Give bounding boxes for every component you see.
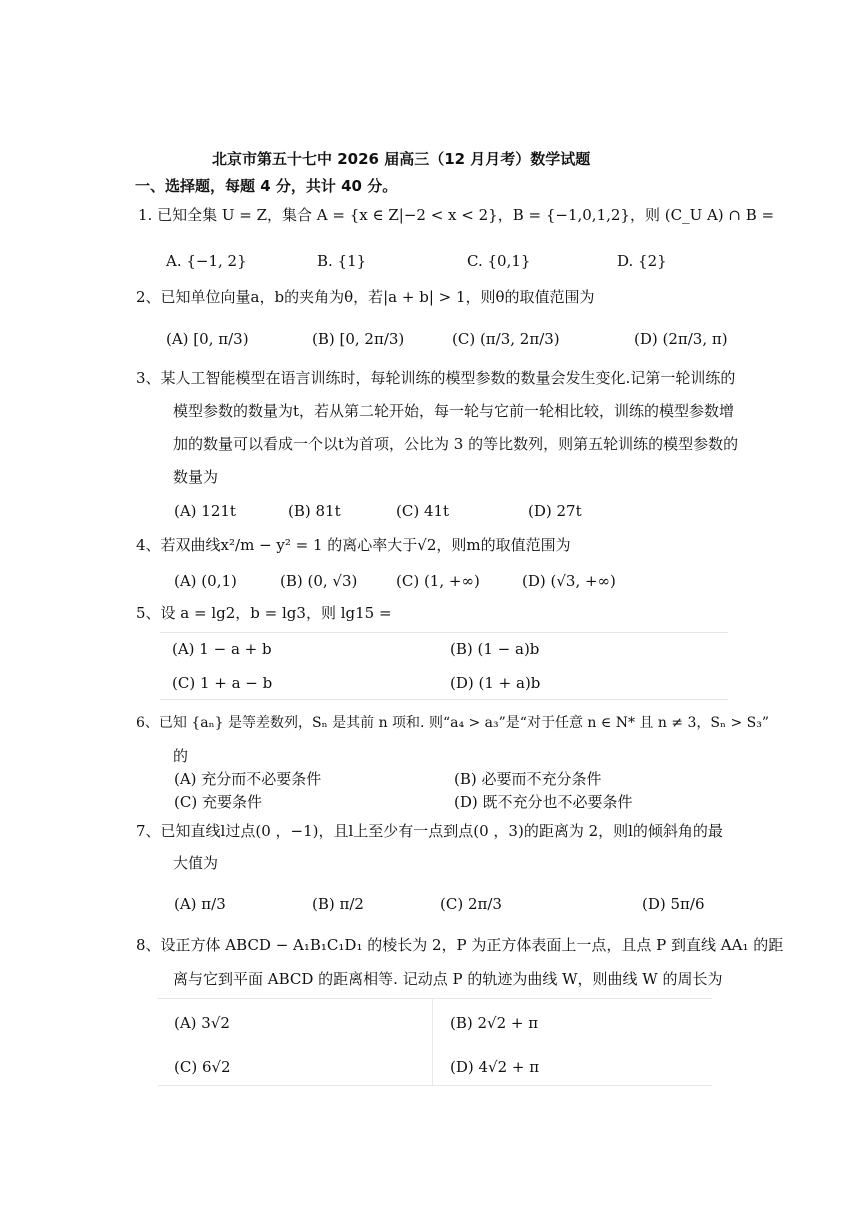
question-7-stem-line-1: 7、已知直线l过点(0 ，−1)，且l上至少有一点到点(0 ，3)的距离为 2，则l的倾斜角的最 xyxy=(136,822,723,840)
question-2-option-d: (D) (2π/3, π) xyxy=(634,330,728,348)
question-3-option-d: (D) 27t xyxy=(528,502,582,520)
question-1-option-d: D. {2} xyxy=(617,252,667,270)
question-8-option-c: (C) 6√2 xyxy=(174,1058,231,1076)
question-2-option-a: (A) [0, π/3) xyxy=(166,330,249,348)
question-4-option-d: (D) (√3, +∞) xyxy=(522,572,616,590)
question-4-stem: 4、若双曲线x²/m − y² = 1 的离心率大于√2，则m的取值范围为 xyxy=(136,536,571,554)
question-4-option-a: (A) (0,1) xyxy=(174,572,237,590)
question-3-stem-line-3: 加的数量可以看成一个以t为首项，公比为 3 的等比数列，则第五轮训练的模型参数的 xyxy=(173,435,739,453)
question-7-option-a: (A) π/3 xyxy=(174,895,226,913)
question-6-option-d: (D) 既不充分也不必要条件 xyxy=(454,793,633,811)
question-8-grid-divider xyxy=(432,998,433,1086)
question-3-option-c: (C) 41t xyxy=(396,502,450,520)
question-2-stem: 2、已知单位向量a，b的夹角为θ，若|a + b| > 1，则θ的取值范围为 xyxy=(136,288,595,306)
question-4-option-c: (C) (1, +∞) xyxy=(396,572,480,590)
question-8-stem-line-1: 8、设正方体 ABCD − A₁B₁C₁D₁ 的棱长为 2，P 为正方体表面上一点，且点 P 到直线 AA₁ 的距 xyxy=(136,936,784,954)
question-8-option-grid xyxy=(158,998,712,1086)
question-2-option-c: (C) (π/3, 2π/3) xyxy=(452,330,560,348)
question-3-option-a: (A) 121t xyxy=(174,502,236,520)
question-7-stem-line-2: 大值为 xyxy=(173,854,219,872)
question-6-option-b: (B) 必要而不充分条件 xyxy=(454,770,602,788)
question-8-option-d: (D) 4√2 + π xyxy=(450,1058,540,1076)
question-3-stem-line-1: 3、某人工智能模型在语言训练时，每轮训练的模型参数的数量会发生变化.记第一轮训练的 xyxy=(136,369,736,387)
question-3-stem-line-2: 模型参数的数量为t，若从第二轮开始，每一轮与它前一轮相比较，训练的模型参数增 xyxy=(173,402,735,420)
question-5-option-b: (B) (1 − a)b xyxy=(450,640,540,658)
question-5-option-a: (A) 1 − a + b xyxy=(172,640,272,658)
question-6-stem-line-2: 的 xyxy=(173,747,189,765)
question-3-option-b: (B) 81t xyxy=(288,502,341,520)
question-6-option-c: (C) 充要条件 xyxy=(174,793,262,811)
question-7-option-d: (D) 5π/6 xyxy=(642,895,705,913)
question-5-option-d: (D) (1 + a)b xyxy=(450,674,541,692)
question-5-option-c: (C) 1 + a − b xyxy=(172,674,273,692)
question-5-stem: 5、设 a = lg2，b = lg3，则 lg15 = xyxy=(136,604,392,622)
question-6-option-a: (A) 充分而不必要条件 xyxy=(174,770,322,788)
question-6-stem-line-1: 6、已知 {aₙ} 是等差数列，Sₙ 是其前 n 项和. 则“a₄ > a₃”是“对于任意 n ∈ N* 且 n ≠ 3，Sₙ > S₃” xyxy=(136,715,770,731)
exam-title: 北京市第五十七中 2026 届高三（12 月月考）数学试题 xyxy=(212,150,591,168)
question-1-stem: 1. 已知全集 U = Z，集合 A = {x ∈ Z|−2 < x < 2}，B = {−1,0,1,2}，则 (C_U A) ∩ B = xyxy=(138,206,775,224)
question-8-option-a: (A) 3√2 xyxy=(174,1014,230,1032)
question-7-option-b: (B) π/2 xyxy=(312,895,364,913)
question-8-stem-line-2: 离与它到平面 ABCD 的距离相等. 记动点 P 的轨迹为曲线 W，则曲线 W 的周长为 xyxy=(173,970,723,988)
question-8-option-b: (B) 2√2 + π xyxy=(450,1014,539,1032)
section-heading: 一、选择题，每题 4 分，共计 40 分。 xyxy=(135,177,398,195)
question-7-option-c: (C) 2π/3 xyxy=(440,895,502,913)
question-4-option-b: (B) (0, √3) xyxy=(280,572,358,590)
question-1-option-b: B. {1} xyxy=(317,252,367,270)
question-2-option-b: (B) [0, 2π/3) xyxy=(312,330,405,348)
question-1-option-a: A. {−1, 2} xyxy=(166,252,247,270)
question-1-option-c: C. {0,1} xyxy=(467,252,531,270)
question-3-stem-line-4: 数量为 xyxy=(173,468,219,486)
